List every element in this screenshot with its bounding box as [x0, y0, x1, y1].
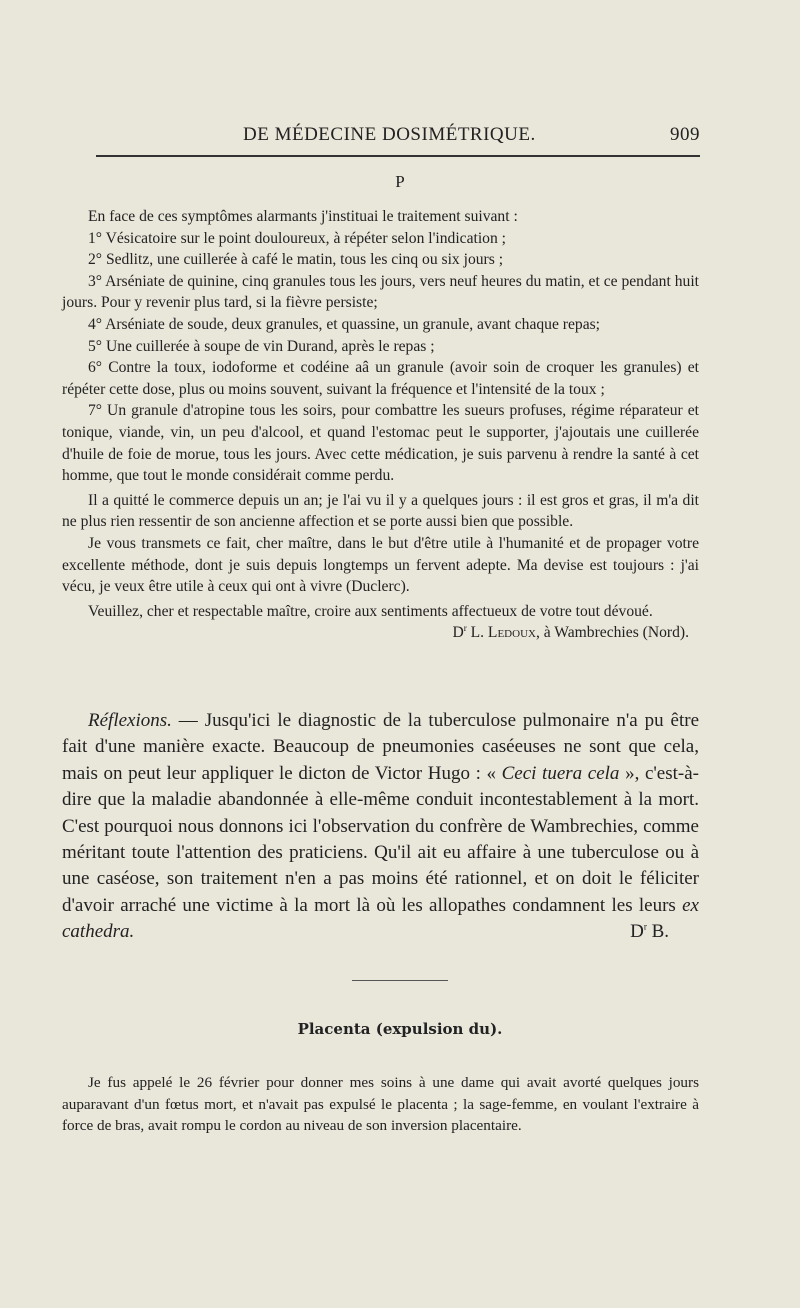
treatment-item-2: [62, 249, 699, 271]
item-text: Sedlitz, une cuillerée à café le matin, tous les cinq ou six jours ;: [102, 251, 504, 269]
running-header-title: DE MÉDECINE DOSIMÉTRIQUE.: [243, 124, 536, 145]
signature-title-sup: r: [463, 623, 467, 634]
reflexions-quote: Ceci tuera cela: [501, 762, 620, 784]
item-text: Vésicatoire sur le point douloureux, à répéter selon l'indication ;: [102, 229, 506, 247]
paragraph-transmit: Je vous transmets ce fait, cher maître, dans le but d'être utile à l'humanité et de propager votre excellente méthode, dont je suis depuis longtemps un fervent adepte. Ma devise est toujours : j'ai vécu, je veux être utile à ceux qui ont à vivre (Duclerc).: [62, 534, 699, 596]
signature-title: D: [452, 624, 464, 642]
reflexions-sig-title: D: [630, 921, 644, 943]
reflexions-section: [62, 708, 699, 946]
paragraph-quit: Il a quitté le commerce depuis un an; je l'ai vu il y a quelques jours : il est gros et gras, il m'a dit ne plus rien ressentir de son ancienne affection et se porte aussi bien que possible.: [62, 491, 699, 531]
treatment-item-3: [62, 271, 699, 314]
treatment-item-6: [62, 357, 699, 400]
letter-signature: [62, 622, 699, 644]
treatment-item-1: [62, 228, 699, 250]
section-title: Placenta (expulsion du).: [297, 1020, 503, 1038]
item-number: 3°: [88, 272, 103, 290]
letter-body: [62, 206, 699, 644]
item-number: 1°: [88, 229, 103, 247]
item-number: 5°: [88, 337, 103, 355]
item-text: Une cuillerée à soupe de vin Durand, après le repas ;: [102, 337, 435, 355]
signature-place: , à Wambrechies (Nord).: [535, 624, 689, 642]
reflexions-sig-initial: B.: [646, 921, 669, 943]
item-text: Un granule d'atropine tous les soirs, pour combattre les sueurs profuses, régime réparateur et tonique, viande, vin, un peu d'alcool, et quand l'estomac peut le supporter, j'ajoutais une cuillerée d'huile de foie de morue, tous les jours. Avec cette médication, je suis parvenu à rendre la santé à cet homme, que tout le monde considérait comme perdu.: [62, 402, 699, 485]
signature-name: L. Ledoux: [470, 624, 536, 642]
item-text: Arséniate de quinine, cinq granules tous les jours, vers neuf heures du matin, et ce pendant huit jours. Pour y revenir plus tard, si la fièvre persiste;: [62, 272, 699, 312]
reflexions-signature: [604, 919, 669, 945]
item-text: Contre la toux, iodoforme et codéine aâ un granule (avoir soin de croquer les granules) et répéter cette dose, plus ou moins souvent, suivant la fréquence et l'intensité de la toux ;: [62, 359, 699, 398]
treatment-item-4: [62, 314, 699, 336]
item-number: 4°: [88, 315, 103, 333]
section-divider: [352, 980, 448, 981]
treatment-item-5: [62, 336, 699, 358]
header-rule: [96, 155, 700, 157]
item-number: 2°: [88, 251, 103, 269]
letter-mark: P: [395, 172, 405, 191]
signature-text: [452, 622, 689, 644]
placenta-section: [62, 1072, 699, 1137]
paragraph-closing: Veuillez, cher et respectable maître, croire aux sentiments affectueux de votre tout dévoué.: [88, 602, 653, 620]
item-text: Arséniate de soude, deux granules, et quassine, un granule, avant chaque repas;: [102, 315, 601, 333]
placenta-paragraph: Je fus appelé le 26 février pour donner mes soins à une dame qui avait avorté quelques jours auparavant d'un fœtus mort, et n'avait pas expulsé le placenta ; la sage-femme, en voulant l'extraire à force de bras, avait rompu le cordon au niveau de son inversion placentaire.: [62, 1074, 699, 1134]
reflexions-latin: ex cathedra.: [62, 894, 699, 943]
item-number: 6°: [88, 359, 103, 377]
reflexions-sig-sup: r: [643, 921, 647, 932]
item-number: 7°: [88, 402, 103, 420]
reflexions-text-2: », c'est-à-dire que la maladie abandonnée à elle-même conduit incontestablement à la mort. C'est pourquoi nous donnons ici l'observation du confrère de Wambrechies, comme méritant toute l'attention des praticiens. Qu'il ait eu affaire à une tuberculose ou à une caséose, son traitement n'en a pas moins été rationnel, et on doit le féliciter d'avoir arraché une victime à la mort là où les allopathes condamnent les leurs: [62, 762, 699, 916]
reflexions-label: Réflexions.: [88, 710, 172, 731]
reflexions-paragraph: [62, 708, 699, 946]
page-number: 909: [670, 124, 700, 145]
reflexions-dash: —: [171, 710, 205, 731]
reflexions-text-1: Jusqu'ici le diagnostic de la tuberculose pulmonaire n'a pu être fait d'une manière exacte. Beaucoup de pneumonies caséeuses ne sont que cela, mais on peut leur appliquer le dicton de Victor Hugo : «: [62, 710, 700, 784]
treatment-item-7: [62, 400, 699, 486]
letter-intro: En face de ces symptômes alarmants j'instituai le traitement suivant :: [88, 208, 518, 225]
